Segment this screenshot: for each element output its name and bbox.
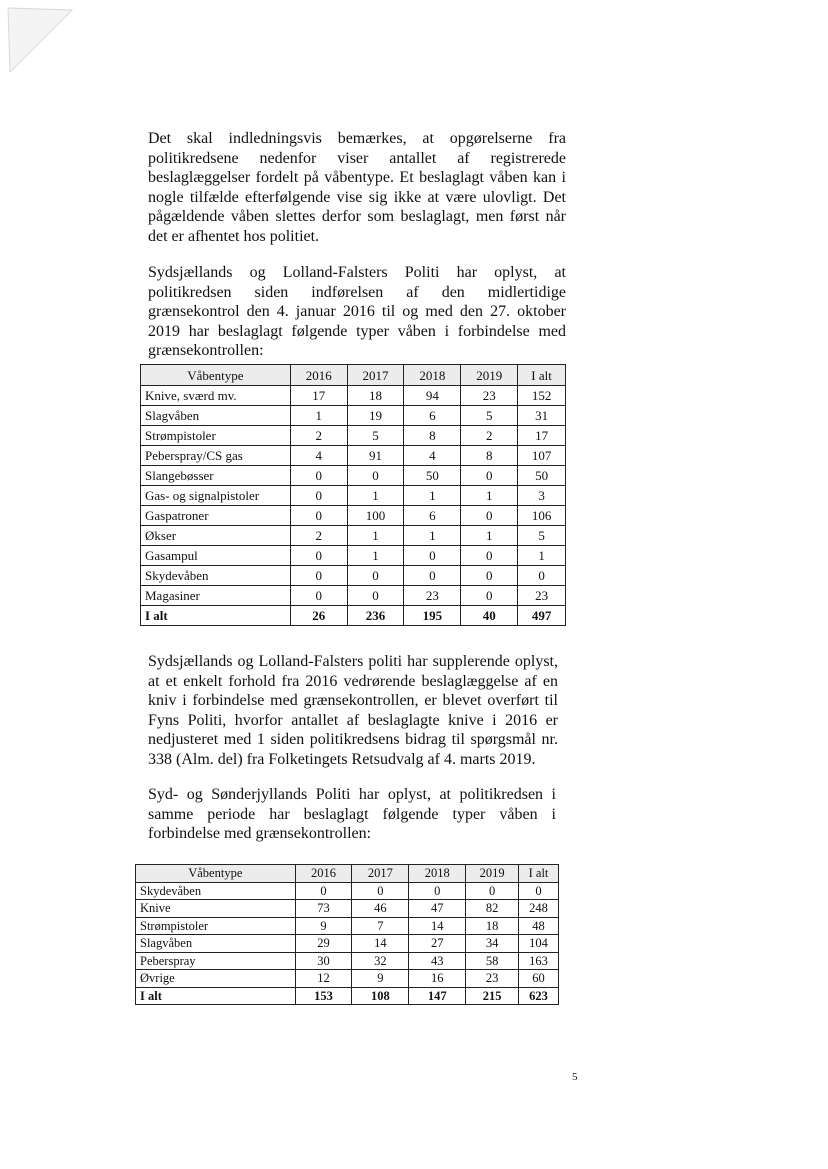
cell-value: 14 [352, 935, 409, 953]
cell-value: 7 [352, 917, 409, 935]
cell-value: 0 [290, 566, 347, 586]
weapons-table-sydsjaelland [140, 364, 566, 626]
cell-value: 623 [519, 987, 559, 1005]
table-total-row [136, 987, 559, 1005]
cell-value: 100 [347, 506, 404, 526]
cell-value: 48 [519, 917, 559, 935]
cell-value: 195 [404, 606, 461, 626]
table-row [141, 426, 566, 446]
cell-value: 1 [518, 546, 566, 566]
intro-paragraph: Det skal indledningsvis bemærkes, at opgørelserne fra politikredsene nedenfor viser antallet af registrerede beslaglæggelser fordelt på våbentype. Et beslaglagt våben kan i nogle tilfælde efterfølgende vise sig ikke at være ulovligt. Det pågældende våben slettes derfor som beslaglagt, men først når det er afhentet hos politiet. [148, 130, 566, 245]
cell-value: 0 [290, 506, 347, 526]
cell-value: 0 [290, 586, 347, 606]
cell-value: 248 [519, 900, 559, 918]
cell-value: 47 [409, 900, 466, 918]
row-label: Magasiner [141, 586, 291, 606]
cell-value: 94 [404, 386, 461, 406]
row-label: Gasampul [141, 546, 291, 566]
cell-value: 1 [290, 406, 347, 426]
row-label: Gas- og signalpistoler [141, 486, 291, 506]
cell-value: 17 [290, 386, 347, 406]
cell-value: 106 [518, 506, 566, 526]
row-label: Strømpistoler [141, 426, 291, 446]
cell-value: 12 [295, 970, 352, 988]
cell-value: 2018 [404, 365, 461, 386]
cell-value: 0 [347, 586, 404, 606]
table-row [141, 586, 566, 606]
table-total-row [141, 606, 566, 626]
table-header-row [136, 865, 559, 883]
cell-value: 26 [290, 606, 347, 626]
row-label: Øvrige [136, 970, 296, 988]
cell-value: 497 [518, 606, 566, 626]
cell-value: 46 [352, 900, 409, 918]
table-row [141, 546, 566, 566]
row-label: Våbentype [141, 365, 291, 386]
row-label: Slagvåben [141, 406, 291, 426]
cell-value: 2 [461, 426, 518, 446]
sydsjaelland-paragraph: Sydsjællands og Lolland-Falsters Politi har oplyst, at politikredsen siden indførelsen af den midlertidige grænsekontrol den 4. januar 2016 til og med den 27. oktober 2019 har beslaglagt følgende typer våben i forbindelse med grænsekontrollen: [148, 264, 566, 360]
row-label: Knive, sværd mv. [141, 386, 291, 406]
table-row [141, 386, 566, 406]
cell-value: 50 [404, 466, 461, 486]
cell-value: 1 [347, 546, 404, 566]
cell-value: 4 [290, 446, 347, 466]
table-row [141, 406, 566, 426]
cell-value: 2018 [409, 865, 466, 883]
cell-value: 58 [466, 952, 519, 970]
row-label: Skydevåben [141, 566, 291, 586]
cell-value: 152 [518, 386, 566, 406]
cell-value: 19 [347, 406, 404, 426]
cell-value: 82 [466, 900, 519, 918]
cell-value: 108 [352, 987, 409, 1005]
cell-value: 9 [352, 970, 409, 988]
cell-value: 2019 [466, 865, 519, 883]
cell-value: 0 [518, 566, 566, 586]
table-row [141, 446, 566, 466]
cell-value: 163 [519, 952, 559, 970]
cell-value: 1 [404, 526, 461, 546]
weapons-table-sydsonderjylland [135, 864, 559, 1005]
cell-value: 104 [519, 935, 559, 953]
cell-value: 5 [461, 406, 518, 426]
cell-value: 0 [290, 486, 347, 506]
table-row [136, 917, 559, 935]
page-number: 5 [572, 1071, 578, 1083]
cell-value: 0 [295, 882, 352, 900]
row-label: I alt [136, 987, 296, 1005]
cell-value: 0 [409, 882, 466, 900]
cell-value: 34 [466, 935, 519, 953]
cell-value: 0 [404, 546, 461, 566]
cell-value: 215 [466, 987, 519, 1005]
cell-value: 40 [461, 606, 518, 626]
cell-value: 73 [295, 900, 352, 918]
row-label: Slangebøsser [141, 466, 291, 486]
cell-value: 4 [404, 446, 461, 466]
cell-value: I alt [519, 865, 559, 883]
cell-value: 1 [461, 486, 518, 506]
cell-value: 0 [290, 546, 347, 566]
table-row [136, 882, 559, 900]
cell-value: 17 [518, 426, 566, 446]
cell-value: 6 [404, 506, 461, 526]
row-label: Gaspatroner [141, 506, 291, 526]
cell-value: 0 [461, 586, 518, 606]
cell-value: 91 [347, 446, 404, 466]
cell-value: 1 [347, 526, 404, 546]
cell-value: 0 [461, 466, 518, 486]
cell-value: 0 [461, 506, 518, 526]
table-row [136, 970, 559, 988]
cell-value: 0 [347, 566, 404, 586]
cell-value: 1 [347, 486, 404, 506]
cell-value: 2016 [290, 365, 347, 386]
cell-value: 27 [409, 935, 466, 953]
cell-value: 29 [295, 935, 352, 953]
cell-value: 0 [347, 466, 404, 486]
cell-value: 0 [290, 466, 347, 486]
row-label: Slagvåben [136, 935, 296, 953]
supplementary-paragraph: Sydsjællands og Lolland-Falsters politi har supplerende oplyst, at et enkelt forhold fra 2016 vedrørende beslaglæggelse af en kniv i forbindelse med grænsekontrollen, er blevet overført til Fyns Politi, hvorfor antallet af beslaglagte knive i 2016 er nedjusteret med 1 siden politikredsens bidrag til spørgsmål nr. 338 (Alm. del) fra Folketingets Retsudvalg af 4. marts 2019. [148, 653, 558, 768]
row-label: Økser [141, 526, 291, 546]
cell-value: 23 [461, 386, 518, 406]
cell-value: 43 [409, 952, 466, 970]
cell-value: 9 [295, 917, 352, 935]
table-row [141, 506, 566, 526]
cell-value: 153 [295, 987, 352, 1005]
row-label: Peberspray [136, 952, 296, 970]
row-label: Knive [136, 900, 296, 918]
row-label: Skydevåben [136, 882, 296, 900]
cell-value: 236 [347, 606, 404, 626]
cell-value: 30 [295, 952, 352, 970]
cell-value: 5 [347, 426, 404, 446]
row-label: Våbentype [136, 865, 296, 883]
table-row [141, 466, 566, 486]
cell-value: 2017 [352, 865, 409, 883]
table-row [136, 935, 559, 953]
cell-value: 18 [347, 386, 404, 406]
cell-value: 147 [409, 987, 466, 1005]
row-label: Strømpistoler [136, 917, 296, 935]
cell-value: 2017 [347, 365, 404, 386]
cell-value: 1 [461, 526, 518, 546]
table-row [136, 900, 559, 918]
cell-value: 0 [466, 882, 519, 900]
cell-value: 50 [518, 466, 566, 486]
sydsonderjylland-paragraph: Syd- og Sønderjyllands Politi har oplyst, at politikredsen i samme periode har beslaglagt følgende typer våben i forbindelse med grænsekontrollen: [148, 786, 556, 843]
cell-value: 16 [409, 970, 466, 988]
cell-value: 8 [461, 446, 518, 466]
table-row [136, 952, 559, 970]
row-label: Peberspray/CS gas [141, 446, 291, 466]
cell-value: 1 [404, 486, 461, 506]
cell-value: 2 [290, 426, 347, 446]
cell-value: 14 [409, 917, 466, 935]
table-header-row [141, 365, 566, 386]
cell-value: 23 [404, 586, 461, 606]
cell-value: 0 [404, 566, 461, 586]
cell-value: 107 [518, 446, 566, 466]
row-label: I alt [141, 606, 291, 626]
cell-value: 2019 [461, 365, 518, 386]
cell-value: 0 [519, 882, 559, 900]
cell-value: 60 [519, 970, 559, 988]
cell-value: 23 [518, 586, 566, 606]
cell-value: 23 [466, 970, 519, 988]
cell-value: 0 [352, 882, 409, 900]
cell-value: 2016 [295, 865, 352, 883]
cell-value: 5 [518, 526, 566, 546]
scan-corner-fold [0, 0, 80, 80]
cell-value: I alt [518, 365, 566, 386]
cell-value: 0 [461, 546, 518, 566]
cell-value: 18 [466, 917, 519, 935]
cell-value: 31 [518, 406, 566, 426]
table-row [141, 486, 566, 506]
cell-value: 0 [461, 566, 518, 586]
cell-value: 8 [404, 426, 461, 446]
table-row [141, 526, 566, 546]
cell-value: 3 [518, 486, 566, 506]
cell-value: 2 [290, 526, 347, 546]
cell-value: 32 [352, 952, 409, 970]
cell-value: 6 [404, 406, 461, 426]
table-row [141, 566, 566, 586]
